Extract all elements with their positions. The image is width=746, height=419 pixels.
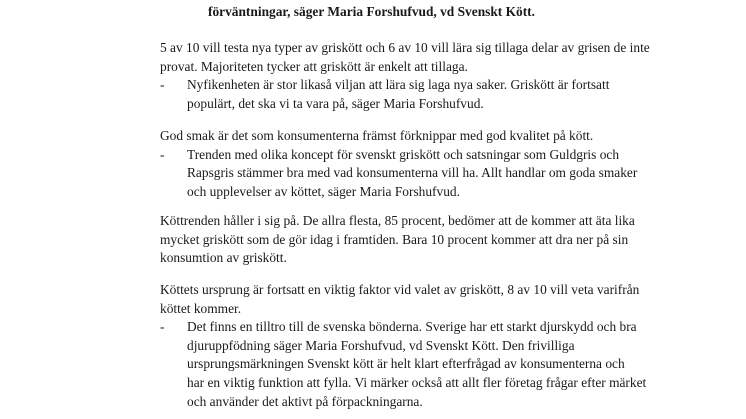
quote-item bbox=[160, 318, 705, 411]
quote-line: Trenden med olika koncept för svenskt griskött och satsningar som Guldgris och bbox=[187, 146, 620, 162]
paragraph-line: provat. Majoriteten tycker att griskött är enkelt att tillaga. bbox=[160, 58, 468, 74]
quote-line: Nyfikenheten är stor likaså viljan att lära sig laga nya saker. Griskött är fortsatt bbox=[187, 77, 610, 93]
paragraph-line: God smak är det som konsumenterna främst förknippar med god kvalitet på kött. bbox=[160, 128, 594, 143]
paragraph-4 bbox=[160, 281, 705, 411]
quote-line: och använder det aktivt på förpackningarna. bbox=[187, 393, 423, 409]
paragraph-line: konsumtion av griskött. bbox=[160, 250, 287, 266]
quote-line: har en viktig funktion att fylla. Vi märker också att allt fler företag frågar efter märket bbox=[187, 374, 647, 390]
paragraph-line: 5 av 10 vill testa nya typer av griskött och 6 av 10 vill lära sig tillaga delar av grisen de inte bbox=[160, 40, 650, 55]
quote-line: Det finns en tilltro till de svenska bönderna. Sverige har ett starkt djurskydd och bra bbox=[187, 319, 637, 335]
paragraph-3 bbox=[160, 212, 705, 268]
paragraph-2 bbox=[160, 127, 705, 201]
quote-line: ursprungsmärkningen Svenskt kött är helt klart efterfrågad av konsumenterna och bbox=[187, 356, 625, 372]
dash-marker: - bbox=[160, 77, 165, 93]
dash-marker: - bbox=[160, 146, 165, 162]
lead-fragment: förväntningar, säger Maria Forshufvud, vd Svenskt Kött. bbox=[208, 4, 535, 19]
quote-item bbox=[160, 146, 705, 202]
paragraph-line: mycket griskött som de gör idag i framtiden. Bara 10 procent kommer att dra ner på sin bbox=[160, 231, 629, 247]
paragraph-line: Köttrenden håller i sig på. De allra flesta, 85 procent, bedömer att de kommer att äta lika bbox=[160, 213, 635, 228]
quote-line: populärt, det ska vi ta vara på, säger Maria Forshufvud. bbox=[187, 95, 484, 111]
paragraph-line: köttet kommer. bbox=[160, 300, 242, 316]
paragraph-line: Köttets ursprung är fortsatt en viktig faktor vid valet av griskött, 8 av 10 vill veta varifrån bbox=[160, 282, 640, 297]
quote-line: Rapsgris stämmer bra med vad konsumenterna vill ha. Allt handlar om goda smaker bbox=[187, 165, 638, 181]
dash-marker: - bbox=[160, 319, 165, 335]
quote-item bbox=[160, 76, 705, 113]
quote-line: djuruppfödning säger Maria Forshufvud, vd Svenskt Kött. Den frivilliga bbox=[187, 337, 575, 353]
paragraph-1 bbox=[160, 39, 705, 113]
quote-line: och upplevelser av köttet, säger Maria Forshufvud. bbox=[187, 183, 460, 199]
